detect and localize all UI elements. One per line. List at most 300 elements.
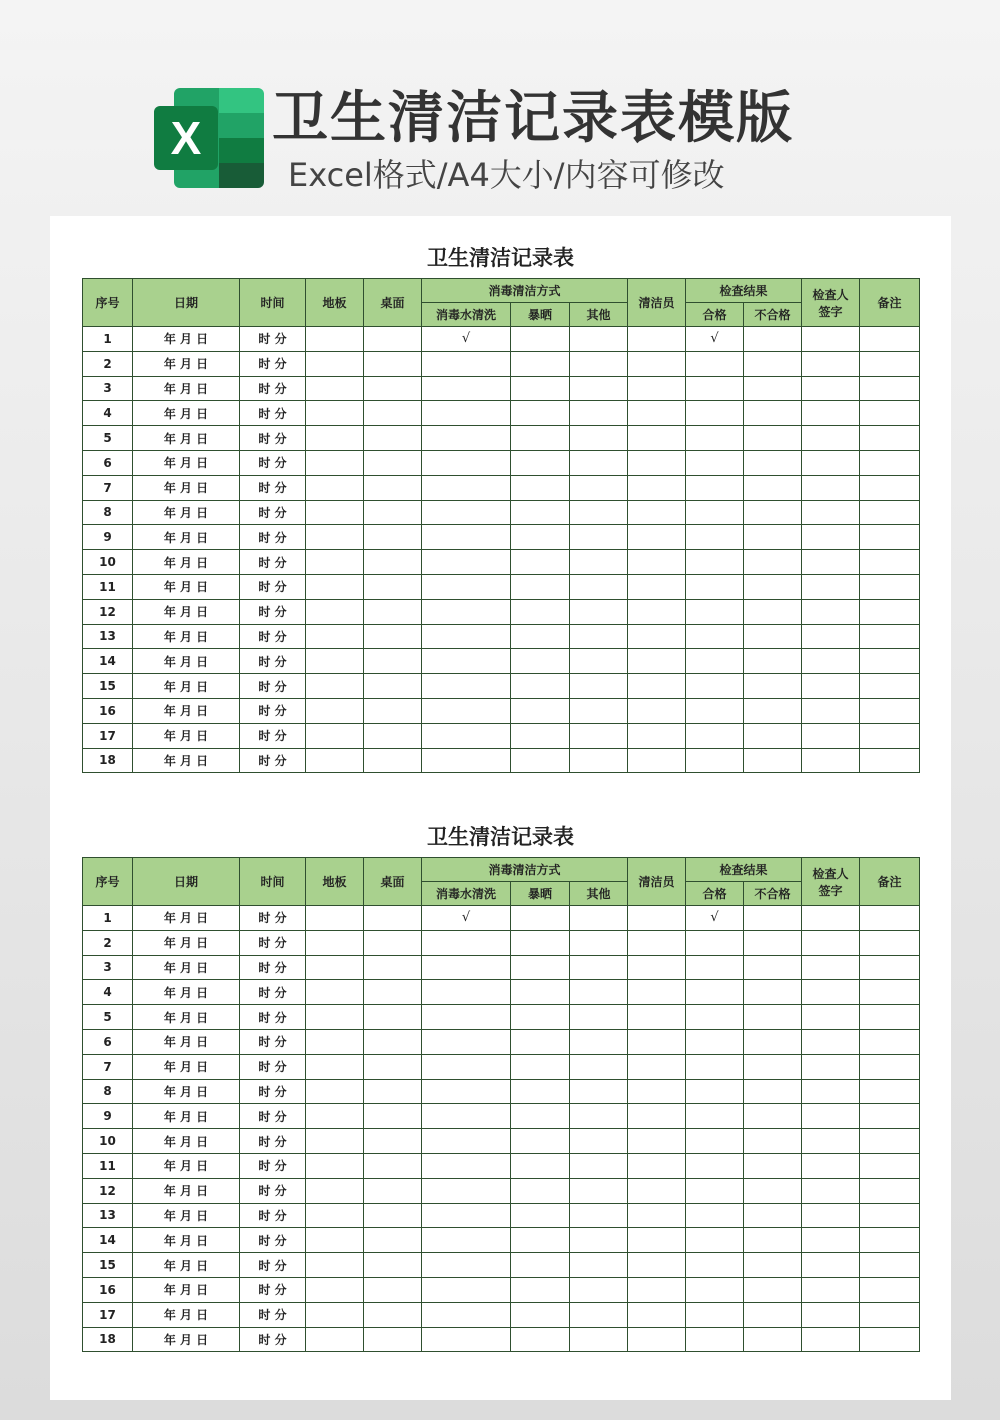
cell-floor[interactable] [306, 748, 364, 773]
cell-time[interactable]: 时 分 [240, 574, 306, 599]
cell-result-fail[interactable] [744, 550, 802, 575]
cell-desk[interactable] [364, 327, 422, 352]
cell-method-sun[interactable] [511, 1178, 570, 1203]
cell-floor[interactable] [306, 574, 364, 599]
cell-method-sun[interactable] [511, 955, 570, 980]
cell-desk[interactable] [364, 574, 422, 599]
cell-cleaner[interactable] [628, 599, 686, 624]
cell-method-other[interactable] [570, 574, 628, 599]
cell-method-other[interactable] [570, 649, 628, 674]
cell-result-fail[interactable] [744, 1104, 802, 1129]
cell-remark[interactable] [860, 450, 920, 475]
cell-time[interactable]: 时 分 [240, 500, 306, 525]
cell-cleaner[interactable] [628, 327, 686, 352]
cell-seq[interactable]: 5 [83, 426, 133, 451]
cell-inspector[interactable] [802, 624, 860, 649]
cell-inspector[interactable] [802, 351, 860, 376]
cell-time[interactable]: 时 分 [240, 698, 306, 723]
cell-method-sun[interactable] [511, 1029, 570, 1054]
cell-result-fail[interactable] [744, 698, 802, 723]
cell-remark[interactable] [860, 1253, 920, 1278]
cell-floor[interactable] [306, 450, 364, 475]
cell-method-disinfect[interactable] [422, 426, 511, 451]
cell-method-disinfect[interactable] [422, 649, 511, 674]
cell-remark[interactable] [860, 930, 920, 955]
cell-method-sun[interactable] [511, 624, 570, 649]
cell-method-other[interactable] [570, 500, 628, 525]
cell-seq[interactable]: 14 [83, 649, 133, 674]
cell-date[interactable]: 年 月 日 [133, 980, 240, 1005]
cell-cleaner[interactable] [628, 376, 686, 401]
cell-method-disinfect[interactable]: √ [422, 327, 511, 352]
cell-inspector[interactable] [802, 1153, 860, 1178]
cell-remark[interactable] [860, 624, 920, 649]
cell-method-other[interactable] [570, 748, 628, 773]
cell-method-sun[interactable] [511, 698, 570, 723]
cell-desk[interactable] [364, 1327, 422, 1352]
cell-method-other[interactable] [570, 1178, 628, 1203]
cell-method-sun[interactable] [511, 327, 570, 352]
cell-method-other[interactable] [570, 426, 628, 451]
cell-date[interactable]: 年 月 日 [133, 1178, 240, 1203]
cell-inspector[interactable] [802, 980, 860, 1005]
cell-result-pass[interactable] [686, 450, 744, 475]
cell-method-sun[interactable] [511, 674, 570, 699]
cell-result-fail[interactable] [744, 450, 802, 475]
cell-result-pass[interactable] [686, 1104, 744, 1129]
cell-method-disinfect[interactable]: √ [422, 906, 511, 931]
cell-inspector[interactable] [802, 450, 860, 475]
cell-result-fail[interactable] [744, 1203, 802, 1228]
cell-seq[interactable]: 14 [83, 1228, 133, 1253]
cell-result-fail[interactable] [744, 1228, 802, 1253]
cell-method-sun[interactable] [511, 426, 570, 451]
cell-inspector[interactable] [802, 599, 860, 624]
cell-floor[interactable] [306, 1228, 364, 1253]
cell-result-pass[interactable] [686, 1302, 744, 1327]
cell-result-pass[interactable] [686, 401, 744, 426]
cell-date[interactable]: 年 月 日 [133, 475, 240, 500]
cell-seq[interactable]: 12 [83, 1178, 133, 1203]
cell-desk[interactable] [364, 1302, 422, 1327]
cell-result-fail[interactable] [744, 723, 802, 748]
cell-desk[interactable] [364, 748, 422, 773]
cell-time[interactable]: 时 分 [240, 401, 306, 426]
cell-method-sun[interactable] [511, 1277, 570, 1302]
cell-result-pass[interactable] [686, 599, 744, 624]
cell-seq[interactable]: 6 [83, 1029, 133, 1054]
cell-result-fail[interactable] [744, 930, 802, 955]
cell-remark[interactable] [860, 500, 920, 525]
cell-result-fail[interactable] [744, 1327, 802, 1352]
cell-floor[interactable] [306, 351, 364, 376]
cell-desk[interactable] [364, 525, 422, 550]
cell-result-pass[interactable] [686, 500, 744, 525]
cell-method-other[interactable] [570, 980, 628, 1005]
cell-time[interactable]: 时 分 [240, 930, 306, 955]
cell-method-disinfect[interactable] [422, 1203, 511, 1228]
cell-remark[interactable] [860, 1302, 920, 1327]
cell-result-fail[interactable] [744, 1054, 802, 1079]
cell-result-pass[interactable] [686, 698, 744, 723]
cell-desk[interactable] [364, 1153, 422, 1178]
cell-method-other[interactable] [570, 599, 628, 624]
cell-remark[interactable] [860, 980, 920, 1005]
cell-inspector[interactable] [802, 1327, 860, 1352]
cell-result-fail[interactable] [744, 1153, 802, 1178]
cell-time[interactable]: 时 分 [240, 376, 306, 401]
cell-cleaner[interactable] [628, 574, 686, 599]
cell-seq[interactable]: 10 [83, 550, 133, 575]
cell-date[interactable]: 年 月 日 [133, 1302, 240, 1327]
cell-floor[interactable] [306, 723, 364, 748]
cell-method-disinfect[interactable] [422, 1054, 511, 1079]
cell-date[interactable]: 年 月 日 [133, 1079, 240, 1104]
cell-result-fail[interactable] [744, 599, 802, 624]
cell-date[interactable]: 年 月 日 [133, 1327, 240, 1352]
cell-result-fail[interactable] [744, 1029, 802, 1054]
cell-method-sun[interactable] [511, 649, 570, 674]
cell-method-disinfect[interactable] [422, 980, 511, 1005]
cell-floor[interactable] [306, 980, 364, 1005]
cell-method-other[interactable] [570, 723, 628, 748]
cell-method-disinfect[interactable] [422, 1327, 511, 1352]
cell-desk[interactable] [364, 351, 422, 376]
cell-inspector[interactable] [802, 1079, 860, 1104]
cell-remark[interactable] [860, 1327, 920, 1352]
cell-cleaner[interactable] [628, 748, 686, 773]
cell-result-fail[interactable] [744, 906, 802, 931]
cell-floor[interactable] [306, 1153, 364, 1178]
cell-floor[interactable] [306, 698, 364, 723]
cell-result-pass[interactable] [686, 748, 744, 773]
cell-inspector[interactable] [802, 674, 860, 699]
cell-date[interactable]: 年 月 日 [133, 525, 240, 550]
cell-method-sun[interactable] [511, 599, 570, 624]
cell-desk[interactable] [364, 906, 422, 931]
cell-result-pass[interactable] [686, 955, 744, 980]
cell-desk[interactable] [364, 1104, 422, 1129]
cell-cleaner[interactable] [628, 674, 686, 699]
cell-method-sun[interactable] [511, 906, 570, 931]
cell-result-pass[interactable] [686, 624, 744, 649]
cell-floor[interactable] [306, 376, 364, 401]
cell-date[interactable]: 年 月 日 [133, 327, 240, 352]
cell-remark[interactable] [860, 698, 920, 723]
cell-cleaner[interactable] [628, 1327, 686, 1352]
cell-date[interactable]: 年 月 日 [133, 674, 240, 699]
cell-method-disinfect[interactable] [422, 1228, 511, 1253]
cell-remark[interactable] [860, 1228, 920, 1253]
cell-time[interactable]: 时 分 [240, 1079, 306, 1104]
cell-result-pass[interactable] [686, 674, 744, 699]
cell-cleaner[interactable] [628, 1253, 686, 1278]
cell-time[interactable]: 时 分 [240, 1302, 306, 1327]
cell-remark[interactable] [860, 1029, 920, 1054]
cell-method-disinfect[interactable] [422, 1005, 511, 1030]
cell-result-fail[interactable] [744, 980, 802, 1005]
cell-method-sun[interactable] [511, 351, 570, 376]
cell-desk[interactable] [364, 1079, 422, 1104]
cell-time[interactable]: 时 分 [240, 1327, 306, 1352]
cell-time[interactable]: 时 分 [240, 1228, 306, 1253]
cell-result-pass[interactable] [686, 376, 744, 401]
cell-date[interactable]: 年 月 日 [133, 1129, 240, 1154]
cell-time[interactable]: 时 分 [240, 327, 306, 352]
cell-result-fail[interactable] [744, 1005, 802, 1030]
cell-result-pass[interactable] [686, 475, 744, 500]
cell-method-other[interactable] [570, 1327, 628, 1352]
cell-result-fail[interactable] [744, 351, 802, 376]
cell-time[interactable]: 时 分 [240, 1253, 306, 1278]
cell-desk[interactable] [364, 376, 422, 401]
cell-result-pass[interactable] [686, 1029, 744, 1054]
cell-cleaner[interactable] [628, 980, 686, 1005]
cell-floor[interactable] [306, 1178, 364, 1203]
cell-time[interactable]: 时 分 [240, 748, 306, 773]
cell-method-sun[interactable] [511, 723, 570, 748]
cell-remark[interactable] [860, 525, 920, 550]
cell-seq[interactable]: 3 [83, 376, 133, 401]
cell-inspector[interactable] [802, 1029, 860, 1054]
cell-date[interactable]: 年 月 日 [133, 450, 240, 475]
cell-cleaner[interactable] [628, 450, 686, 475]
cell-method-other[interactable] [570, 1029, 628, 1054]
cell-remark[interactable] [860, 674, 920, 699]
cell-floor[interactable] [306, 930, 364, 955]
cell-cleaner[interactable] [628, 1104, 686, 1129]
cell-method-disinfect[interactable] [422, 401, 511, 426]
cell-method-other[interactable] [570, 1277, 628, 1302]
cell-result-fail[interactable] [744, 674, 802, 699]
cell-method-sun[interactable] [511, 550, 570, 575]
cell-floor[interactable] [306, 327, 364, 352]
cell-remark[interactable] [860, 1129, 920, 1154]
cell-inspector[interactable] [802, 525, 860, 550]
cell-method-disinfect[interactable] [422, 500, 511, 525]
cell-cleaner[interactable] [628, 500, 686, 525]
cell-result-fail[interactable] [744, 1079, 802, 1104]
cell-date[interactable]: 年 月 日 [133, 1104, 240, 1129]
cell-floor[interactable] [306, 624, 364, 649]
cell-result-pass[interactable] [686, 1203, 744, 1228]
cell-seq[interactable]: 13 [83, 624, 133, 649]
cell-inspector[interactable] [802, 1129, 860, 1154]
cell-inspector[interactable] [802, 550, 860, 575]
cell-method-disinfect[interactable] [422, 930, 511, 955]
cell-method-disinfect[interactable] [422, 1029, 511, 1054]
cell-desk[interactable] [364, 426, 422, 451]
cell-method-other[interactable] [570, 1228, 628, 1253]
cell-result-pass[interactable] [686, 525, 744, 550]
cell-floor[interactable] [306, 1277, 364, 1302]
cell-desk[interactable] [364, 1277, 422, 1302]
cell-time[interactable]: 时 分 [240, 599, 306, 624]
cell-result-pass[interactable]: √ [686, 906, 744, 931]
cell-method-disinfect[interactable] [422, 1277, 511, 1302]
cell-method-sun[interactable] [511, 525, 570, 550]
cell-seq[interactable]: 9 [83, 525, 133, 550]
cell-time[interactable]: 时 分 [240, 426, 306, 451]
cell-inspector[interactable] [802, 1104, 860, 1129]
cell-result-pass[interactable] [686, 1327, 744, 1352]
cell-floor[interactable] [306, 1129, 364, 1154]
cell-method-disinfect[interactable] [422, 550, 511, 575]
cell-seq[interactable]: 1 [83, 327, 133, 352]
cell-cleaner[interactable] [628, 1277, 686, 1302]
cell-time[interactable]: 时 分 [240, 674, 306, 699]
cell-floor[interactable] [306, 500, 364, 525]
cell-remark[interactable] [860, 376, 920, 401]
cell-result-fail[interactable] [744, 525, 802, 550]
cell-inspector[interactable] [802, 906, 860, 931]
cell-method-sun[interactable] [511, 1104, 570, 1129]
cell-desk[interactable] [364, 599, 422, 624]
cell-method-disinfect[interactable] [422, 1104, 511, 1129]
cell-seq[interactable]: 17 [83, 1302, 133, 1327]
cell-seq[interactable]: 7 [83, 1054, 133, 1079]
cell-result-pass[interactable] [686, 1153, 744, 1178]
cell-date[interactable]: 年 月 日 [133, 698, 240, 723]
cell-method-other[interactable] [570, 955, 628, 980]
cell-method-other[interactable] [570, 1302, 628, 1327]
cell-inspector[interactable] [802, 475, 860, 500]
cell-method-sun[interactable] [511, 1228, 570, 1253]
cell-time[interactable]: 时 分 [240, 351, 306, 376]
cell-method-sun[interactable] [511, 1327, 570, 1352]
cell-result-pass[interactable] [686, 426, 744, 451]
cell-result-pass[interactable] [686, 1129, 744, 1154]
cell-method-other[interactable] [570, 475, 628, 500]
cell-cleaner[interactable] [628, 1228, 686, 1253]
cell-seq[interactable]: 17 [83, 723, 133, 748]
cell-remark[interactable] [860, 1178, 920, 1203]
cell-floor[interactable] [306, 955, 364, 980]
cell-inspector[interactable] [802, 955, 860, 980]
cell-cleaner[interactable] [628, 955, 686, 980]
cell-cleaner[interactable] [628, 426, 686, 451]
cell-cleaner[interactable] [628, 930, 686, 955]
cell-remark[interactable] [860, 574, 920, 599]
cell-floor[interactable] [306, 674, 364, 699]
cell-remark[interactable] [860, 748, 920, 773]
cell-method-sun[interactable] [511, 980, 570, 1005]
cell-date[interactable]: 年 月 日 [133, 1203, 240, 1228]
cell-inspector[interactable] [802, 1054, 860, 1079]
cell-time[interactable]: 时 分 [240, 624, 306, 649]
cell-method-sun[interactable] [511, 1005, 570, 1030]
cell-method-other[interactable] [570, 1203, 628, 1228]
cell-result-pass[interactable] [686, 1277, 744, 1302]
cell-date[interactable]: 年 月 日 [133, 599, 240, 624]
cell-seq[interactable]: 10 [83, 1129, 133, 1154]
cell-seq[interactable]: 18 [83, 748, 133, 773]
cell-time[interactable]: 时 分 [240, 1029, 306, 1054]
cell-method-disinfect[interactable] [422, 574, 511, 599]
cell-cleaner[interactable] [628, 1129, 686, 1154]
cell-time[interactable]: 时 分 [240, 1129, 306, 1154]
cell-cleaner[interactable] [628, 723, 686, 748]
cell-result-fail[interactable] [744, 1178, 802, 1203]
cell-time[interactable]: 时 分 [240, 1203, 306, 1228]
cell-desk[interactable] [364, 674, 422, 699]
cell-result-fail[interactable] [744, 327, 802, 352]
cell-time[interactable]: 时 分 [240, 723, 306, 748]
cell-method-other[interactable] [570, 1153, 628, 1178]
cell-method-disinfect[interactable] [422, 698, 511, 723]
cell-inspector[interactable] [802, 748, 860, 773]
cell-remark[interactable] [860, 426, 920, 451]
cell-seq[interactable]: 4 [83, 980, 133, 1005]
cell-remark[interactable] [860, 351, 920, 376]
cell-date[interactable]: 年 月 日 [133, 1228, 240, 1253]
cell-result-fail[interactable] [744, 1253, 802, 1278]
cell-floor[interactable] [306, 1203, 364, 1228]
cell-date[interactable]: 年 月 日 [133, 1277, 240, 1302]
cell-remark[interactable] [860, 723, 920, 748]
cell-result-fail[interactable] [744, 574, 802, 599]
cell-time[interactable]: 时 分 [240, 1005, 306, 1030]
cell-desk[interactable] [364, 955, 422, 980]
cell-seq[interactable]: 11 [83, 1153, 133, 1178]
cell-date[interactable]: 年 月 日 [133, 1005, 240, 1030]
cell-result-pass[interactable] [686, 980, 744, 1005]
cell-desk[interactable] [364, 1005, 422, 1030]
cell-inspector[interactable] [802, 1005, 860, 1030]
cell-method-sun[interactable] [511, 475, 570, 500]
cell-method-other[interactable] [570, 1054, 628, 1079]
cell-method-other[interactable] [570, 450, 628, 475]
cell-remark[interactable] [860, 1277, 920, 1302]
cell-remark[interactable] [860, 1079, 920, 1104]
cell-inspector[interactable] [802, 1277, 860, 1302]
cell-remark[interactable] [860, 599, 920, 624]
cell-time[interactable]: 时 分 [240, 525, 306, 550]
cell-method-other[interactable] [570, 401, 628, 426]
cell-result-pass[interactable]: √ [686, 327, 744, 352]
cell-method-other[interactable] [570, 351, 628, 376]
cell-seq[interactable]: 4 [83, 401, 133, 426]
cell-floor[interactable] [306, 1104, 364, 1129]
cell-date[interactable]: 年 月 日 [133, 624, 240, 649]
cell-floor[interactable] [306, 1327, 364, 1352]
cell-method-other[interactable] [570, 624, 628, 649]
cell-date[interactable]: 年 月 日 [133, 1029, 240, 1054]
cell-remark[interactable] [860, 550, 920, 575]
cell-method-disinfect[interactable] [422, 1253, 511, 1278]
cell-desk[interactable] [364, 723, 422, 748]
cell-inspector[interactable] [802, 500, 860, 525]
cell-seq[interactable]: 2 [83, 930, 133, 955]
cell-date[interactable]: 年 月 日 [133, 376, 240, 401]
cell-remark[interactable] [860, 327, 920, 352]
cell-remark[interactable] [860, 906, 920, 931]
cell-method-other[interactable] [570, 525, 628, 550]
cell-method-sun[interactable] [511, 748, 570, 773]
cell-method-disinfect[interactable] [422, 475, 511, 500]
cell-method-sun[interactable] [511, 1129, 570, 1154]
cell-method-sun[interactable] [511, 500, 570, 525]
cell-remark[interactable] [860, 1153, 920, 1178]
cell-result-pass[interactable] [686, 1228, 744, 1253]
cell-seq[interactable]: 6 [83, 450, 133, 475]
cell-method-disinfect[interactable] [422, 955, 511, 980]
cell-seq[interactable]: 2 [83, 351, 133, 376]
cell-inspector[interactable] [802, 426, 860, 451]
cell-method-disinfect[interactable] [422, 1129, 511, 1154]
cell-result-fail[interactable] [744, 401, 802, 426]
cell-method-sun[interactable] [511, 1302, 570, 1327]
